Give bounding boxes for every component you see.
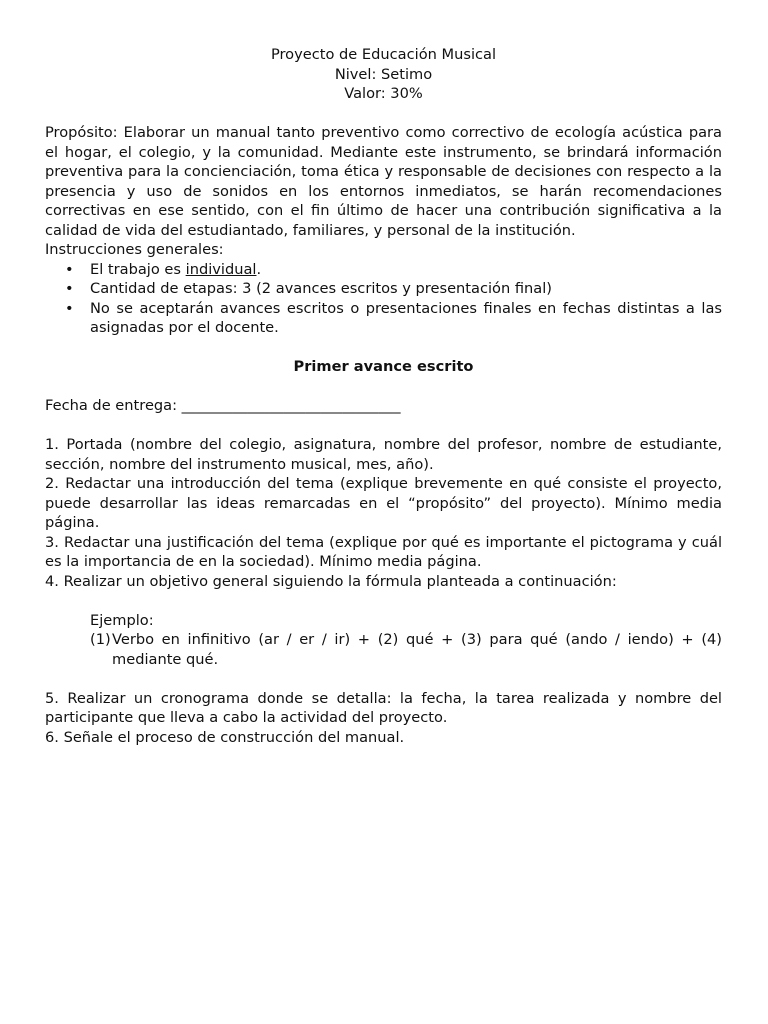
step-item: 1. Portada (nombre del colegio, asignatura, nombre del profesor, nombre de estudiante, sección, nombre del instrumento musical, mes, año). <box>45 436 722 473</box>
document-page <box>45 45 722 747</box>
example-label: Ejemplo: <box>90 611 154 629</box>
list-item <box>45 279 722 299</box>
step-item: 5. Realizar un cronograma donde se detalla: la fecha, la tarea realizada y nombre del participante que lleva a cabo la actividad del proyecto. <box>45 689 722 726</box>
instructions-title: Instrucciones generales: <box>45 241 224 258</box>
project-level: Nivel: Setimo <box>334 65 433 83</box>
step-item: 4. Realizar un objetivo general siguiendo la fórmula planteada a continuación: <box>45 572 617 590</box>
item-text-suffix: . <box>256 260 262 278</box>
instructions-list <box>45 260 722 338</box>
project-title: Proyecto de Educación Musical <box>270 46 497 63</box>
spacer <box>45 416 722 436</box>
list-item <box>45 260 722 280</box>
step-item: 6. Señale el proceso de construcción del manual. <box>45 728 405 746</box>
project-value: Valor: 30% <box>344 85 423 102</box>
document-header <box>45 45 722 104</box>
item-text: No se aceptarán avances escritos o presentaciones finales en fechas distintas a las asignadas por el docente. <box>90 299 722 336</box>
section-heading: Primer avance escrito <box>293 358 474 375</box>
step-item: 2. Redactar una introducción del tema (explique brevemente en qué consiste el proyecto, puede desarrollar las ideas remarcadas en el “propósito” del proyecto). Mínimo media página. <box>45 475 722 531</box>
example-number: (1) <box>90 631 111 648</box>
spacer <box>45 669 722 689</box>
spacer <box>45 338 722 358</box>
spacer <box>45 104 722 124</box>
purpose-paragraph: Propósito: Elaborar un manual tanto preventivo como correctivo de ecología acústica para el hogar, el colegio, y la comunidad. Mediante este instrumento, se brindará información preventiva para la concienciación, toma ética y responsable de decisiones con respecto a la presencia y uso de sonidos en los entornos inmediatos, se harán recomendaciones correctivas en ese sentido, con el fin último de hacer una contribución significativa a la calidad de vida del estudiantado, familiares, y personal de la institución. <box>45 124 722 239</box>
step-item: 3. Redactar una justificación del tema (explique por qué es importante el pictograma y cuál es la importancia de en la sociedad). Mínimo media página. <box>45 533 722 570</box>
due-date-line: Fecha de entrega: ______________________________ <box>45 397 401 414</box>
item-text: Cantidad de etapas: 3 (2 avances escritos y presentación final) <box>90 280 552 297</box>
item-text: El trabajo es <box>90 260 186 278</box>
bullet-icon: • <box>65 299 74 317</box>
example-formula <box>45 630 722 669</box>
example-text: Verbo en infinitivo (ar / er / ir) + (2) qué + (3) para qué (ando / iendo) + (4) mediante qué. <box>112 631 722 668</box>
list-item <box>45 299 722 338</box>
spacer <box>45 591 722 611</box>
bullet-icon: • <box>65 280 74 297</box>
item-underlined-text: individual <box>185 260 257 278</box>
spacer <box>45 377 722 397</box>
bullet-icon: • <box>65 260 74 278</box>
